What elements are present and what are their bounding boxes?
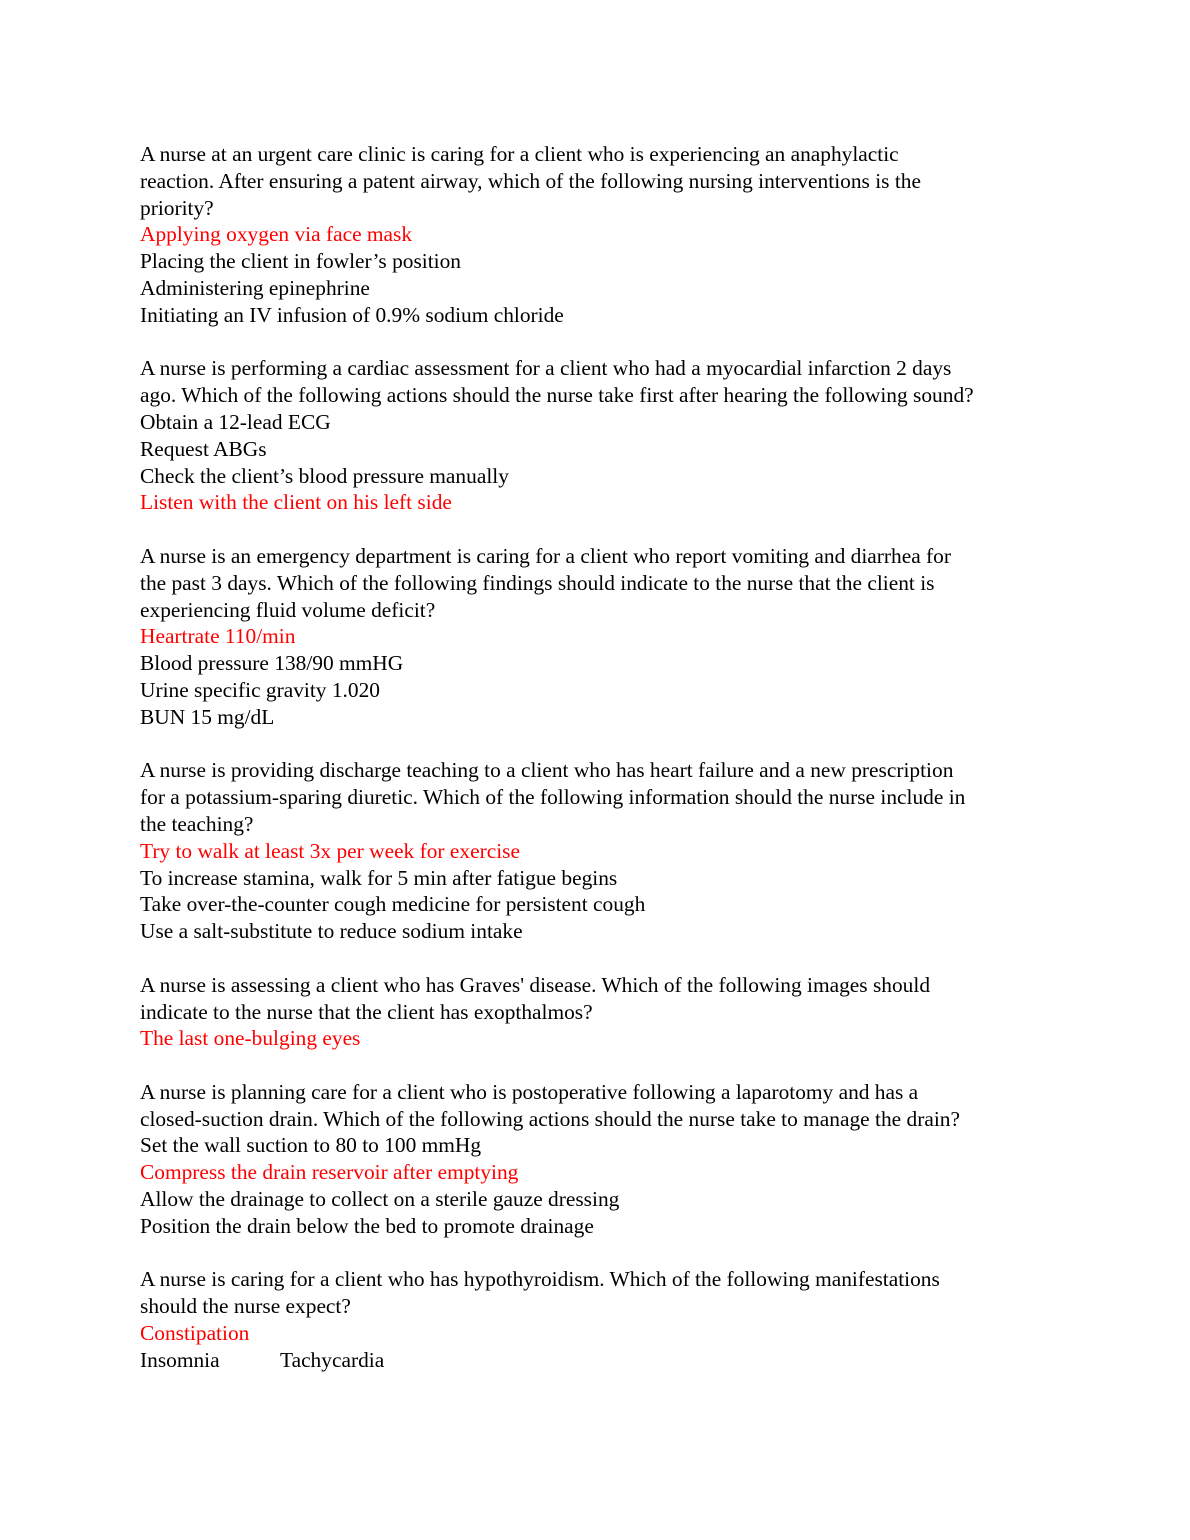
answer-option: Administering epinephrine — [140, 275, 370, 300]
question-7 — [140, 1266, 1070, 1373]
answer-option-correct: Constipation — [140, 1321, 250, 1346]
question-stem-line: A nurse is performing a cardiac assessment for a client who had a myocardial infarction 2 days — [140, 356, 952, 381]
question-stem-line: the past 3 days. Which of the following findings should indicate to the nurse that the client is — [140, 570, 935, 595]
answer-option: Allow the drainage to collect on a sterile gauze dressing — [140, 1187, 620, 1212]
question-stem-line: indicate to the nurse that the client has exopthalmos? — [140, 999, 593, 1024]
question-2 — [140, 355, 1070, 516]
answer-option: Check the client’s blood pressure manually — [140, 463, 509, 488]
question-6 — [140, 1079, 1070, 1240]
question-stem-line: A nurse is an emergency department is caring for a client who report vomiting and diarrhea for — [140, 543, 951, 568]
question-stem-line: A nurse is planning care for a client who is postoperative following a laparotomy and has a — [140, 1079, 919, 1104]
answer-option-correct: Applying oxygen via face mask — [140, 222, 413, 247]
answer-option-correct: The last one-bulging eyes — [140, 1026, 361, 1051]
question-4 — [140, 757, 1070, 945]
question-stem-line: for a potassium-sparing diuretic. Which of the following information should the nurse include in — [140, 785, 966, 810]
question-5 — [140, 972, 1070, 1052]
answer-option: To increase stamina, walk for 5 min after fatigue begins — [140, 865, 618, 890]
question-stem-line: A nurse is assessing a client who has Graves' disease. Which of the following images should — [140, 972, 931, 997]
question-3 — [140, 543, 1070, 731]
answer-option: Tachycardia — [280, 1347, 385, 1372]
answer-option: Placing the client in fowler’s position — [140, 249, 462, 274]
answer-option: Set the wall suction to 80 to 100 mmHg — [140, 1133, 482, 1158]
answer-option: Initiating an IV infusion of 0.9% sodium chloride — [140, 302, 564, 327]
question-stem-line: the teaching? — [140, 811, 254, 836]
question-stem-line: reaction. After ensuring a patent airway, which of the following nursing interventions is the — [140, 168, 921, 193]
answer-option: Urine specific gravity 1.020 — [140, 677, 380, 702]
question-stem-line: ago. Which of the following actions should the nurse take first after hearing the following sound? — [140, 383, 974, 408]
inline-options-row — [140, 1347, 1070, 1374]
document-page — [140, 141, 1070, 1400]
answer-option: Use a salt-substitute to reduce sodium intake — [140, 919, 523, 944]
answer-option: BUN 15 mg/dL — [140, 704, 275, 729]
question-1 — [140, 141, 1070, 329]
answer-option-correct: Compress the drain reservoir after emptying — [140, 1160, 519, 1185]
answer-option: Insomnia — [140, 1347, 220, 1372]
answer-option: Request ABGs — [140, 436, 267, 461]
question-stem-line: priority? — [140, 195, 214, 220]
question-stem-line: A nurse is caring for a client who has hypothyroidism. Which of the following manifestations — [140, 1267, 940, 1292]
question-stem-line: A nurse at an urgent care clinic is caring for a client who is experiencing an anaphylactic — [140, 142, 899, 166]
answer-option: Obtain a 12-lead ECG — [140, 409, 331, 434]
answer-option-correct: Listen with the client on his left side — [140, 490, 452, 515]
question-stem-line: should the nurse expect? — [140, 1294, 351, 1319]
answer-option: Blood pressure 138/90 mmHG — [140, 651, 404, 676]
question-stem-line: closed-suction drain. Which of the following actions should the nurse take to manage the drain? — [140, 1106, 960, 1131]
question-stem-line: A nurse is providing discharge teaching to a client who has heart failure and a new prescription — [140, 758, 954, 783]
question-stem-line: experiencing fluid volume deficit? — [140, 597, 436, 622]
answer-option-correct: Try to walk at least 3x per week for exercise — [140, 838, 520, 863]
answer-option: Take over-the-counter cough medicine for persistent cough — [140, 892, 646, 917]
answer-option: Position the drain below the bed to promote drainage — [140, 1213, 594, 1238]
answer-option-correct: Heartrate 110/min — [140, 624, 296, 649]
